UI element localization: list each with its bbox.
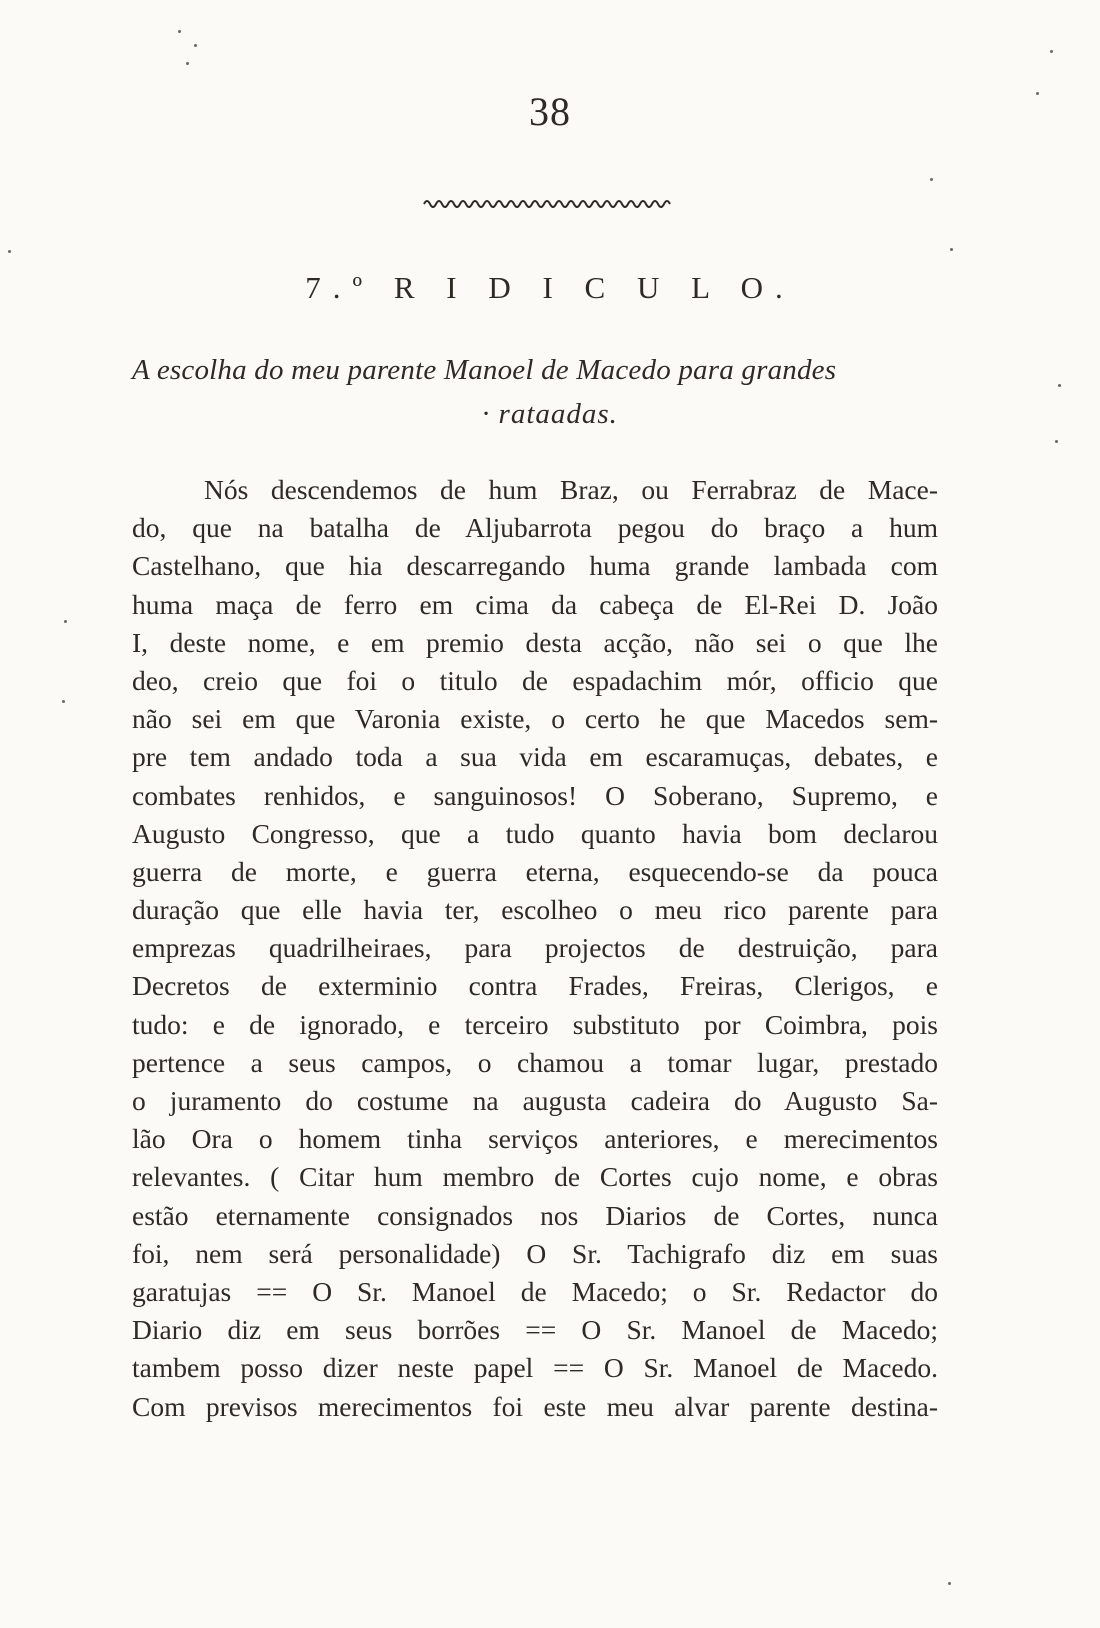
decorative-rule	[422, 196, 672, 212]
text-line: estão eternamente consignados nos Diarios de Cortes, nunca	[132, 1199, 938, 1231]
text-line: deo, creio que foi o titulo de espadachim mór, officio que	[132, 664, 938, 696]
text-line: garatujas == O Sr. Manoel de Macedo; o Sr. Redactor do	[132, 1275, 938, 1307]
scan-speck	[1055, 440, 1058, 443]
text-line: Augusto Congresso, que a tudo quanto havia bom declarou	[132, 817, 938, 849]
text-line: huma maça de ferro em cima da cabeça de El-Rei D. João	[132, 588, 938, 620]
text-line: relevantes. ( Citar hum membro de Cortes cujo nome, e obras	[132, 1161, 938, 1193]
text-line: pre tem andado toda a sua vida em escaramuças, debates, e	[132, 741, 938, 773]
text-line: combates renhidos, e sanguinosos! O Soberano, Supremo, e	[132, 779, 938, 811]
chapter-subtitle-line-1: A escolha do meu parente Manoel de Macedo para grandes	[132, 354, 837, 386]
text-line: foi, nem será personalidade) O Sr. Tachigrafo diz em suas	[132, 1237, 938, 1269]
text-line: tudo: e de ignorado, e terceiro substituto por Coimbra, pois	[132, 1008, 938, 1040]
scan-speck	[62, 700, 65, 703]
text-line: duração que elle havia ter, escolheo o meu rico parente para	[132, 894, 938, 926]
scan-speck	[1036, 92, 1039, 95]
chapter-heading: 7.º R I D I C U L O.	[305, 270, 795, 305]
scan-speck	[950, 248, 953, 251]
scan-speck	[186, 62, 189, 65]
body-paragraph	[132, 471, 938, 1426]
text-line: Decretos de exterminio contra Frades, Freiras, Clerigos, e	[132, 970, 938, 1002]
scan-speck	[948, 1582, 951, 1585]
text-line: Diario diz em seus borrões == O Sr. Manoel de Macedo;	[132, 1314, 938, 1346]
text-line: emprezas quadrilheiraes, para projectos de destruição, para	[132, 932, 938, 964]
scan-speck	[8, 250, 11, 253]
text-line: Com previsos merecimentos foi este meu alvar parente destina-	[132, 1390, 938, 1422]
scan-speck	[1058, 384, 1061, 387]
scan-speck	[178, 30, 181, 33]
page-number: 38	[529, 89, 571, 134]
text-line: tambem posso dizer neste papel == O Sr. Manoel de Macedo.	[132, 1352, 938, 1384]
chapter-subtitle-line-2: · rataadas.	[482, 398, 618, 430]
text-line: do, que na batalha de Aljubarrota pegou do braço a hum	[132, 512, 938, 544]
scan-speck	[1050, 50, 1053, 53]
text-line: o juramento do costume na augusta cadeira do Augusto Sa-	[132, 1085, 938, 1116]
text-line: lão Ora o homem tinha serviços anteriores, e merecimentos	[132, 1123, 938, 1155]
text-line: não sei em que Varonia existe, o certo he que Macedos sem-	[132, 703, 938, 735]
text-line: I, deste nome, e em premio desta acção, não sei o que lhe	[132, 626, 938, 658]
text-line: Castelhano, que hia descarregando huma grande lambada com	[132, 550, 938, 582]
scan-speck	[64, 620, 67, 623]
scan-speck	[194, 44, 197, 47]
text-line: guerra de morte, e guerra eterna, esquecendo-se da pouca	[132, 855, 938, 887]
text-line: Nós descendemos de hum Braz, ou Ferrabraz de Mace-	[204, 474, 938, 505]
scan-speck	[930, 178, 933, 181]
text-line: pertence a seus campos, o chamou a tomar lugar, prestado	[132, 1046, 938, 1078]
